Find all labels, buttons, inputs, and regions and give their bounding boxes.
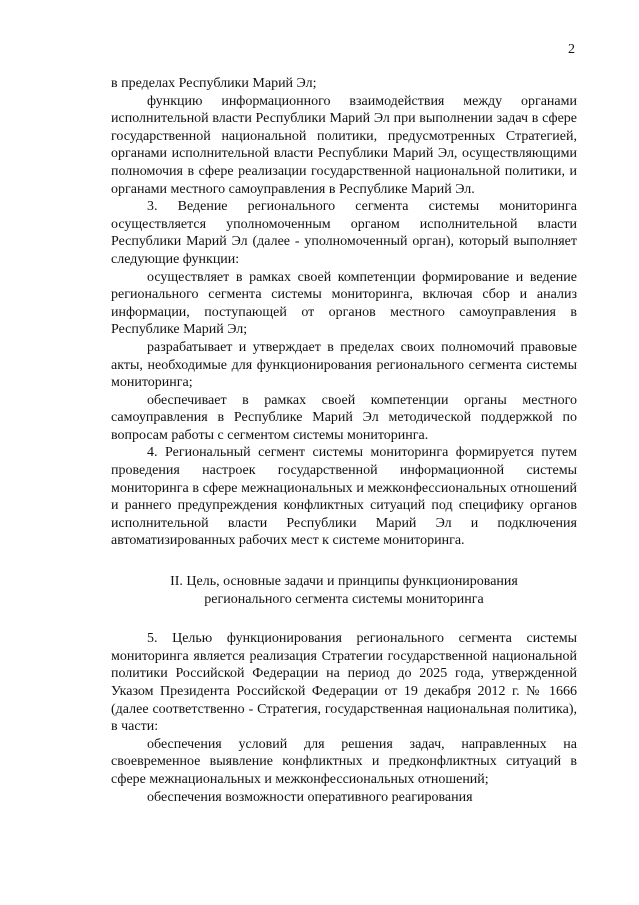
section-before-heading [111, 75, 577, 550]
paragraph: обеспечивает в рамках своей компетенции органы местного самоуправления в Республике Марий Эл методической поддержкой по вопросам работы с сегментом системы мониторинга. [111, 392, 577, 443]
paragraph: осуществляет в рамках своей компетенции формирование и ведение регионального сегмента системы мониторинга, включая сбор и анализ информации, поступающей от органов местного самоуправления в Республике Марий Эл; [111, 269, 577, 338]
section-heading-line-2: регионального сегмента системы мониторинга [204, 591, 484, 607]
paragraph: 4. Региональный сегмент системы мониторинга формируется путем проведения настроек государственной информационной системы мониторинга в сфере межнациональных и межконфессиональных отношений и раннего предупреждения конфликтных ситуаций под специфику органов исполнительной власти Республики Марий Эл и подключения автоматизированных рабочих мест к системе мониторинга. [111, 445, 577, 549]
paragraph: 5. Целью функционирования регионального сегмента системы мониторинга является реализация Стратегии государственной национальной политики Российской Федерации на период до 2025 года, утвержденной Указом Президента Российской Федерации от 19 декабря 2012 г. № 1666 (далее соответственно - Стратегия, государственная национальная политика), в части: [111, 631, 577, 735]
paragraph: 3. Ведение регионального сегмента системы мониторинга осуществляется уполномоченным органом исполнительной власти Республики Марий Эл (далее - уполномоченный орган), который выполняет следующие функции: [111, 199, 577, 267]
section-after-heading [111, 630, 577, 806]
paragraph: обеспечения возможности оперативного реагирования [147, 789, 473, 805]
paragraph: функцию информационного взаимодействия между органами исполнительной власти Республики Марий Эл при выполнении задач в сфере государственной национальной политики, предусмотренных Стратегией, органами исполнительной власти Республики Марий Эл, осуществляющими полномочия в сфере реализации государственной национальной политики, и органами местного самоуправления в Республике Марий Эл. [111, 93, 577, 197]
paragraph: обеспечения условий для решения задач, направленных на своевременное выявление конфликтных и предконфликтных ситуаций в сфере межнациональных и межконфессиональных отношений; [111, 736, 577, 787]
page-number: 2 [568, 42, 575, 57]
paragraph: разрабатывает и утверждает в пределах своих полномочий правовые акты, необходимые для функционирования регионального сегмента системы мониторинга; [111, 339, 577, 391]
section-heading [111, 573, 577, 608]
document-body [111, 75, 577, 806]
section-heading-line-1: II. Цель, основные задачи и принципы функционирования [170, 574, 518, 590]
paragraph: в пределах Республики Марий Эл; [111, 76, 317, 91]
